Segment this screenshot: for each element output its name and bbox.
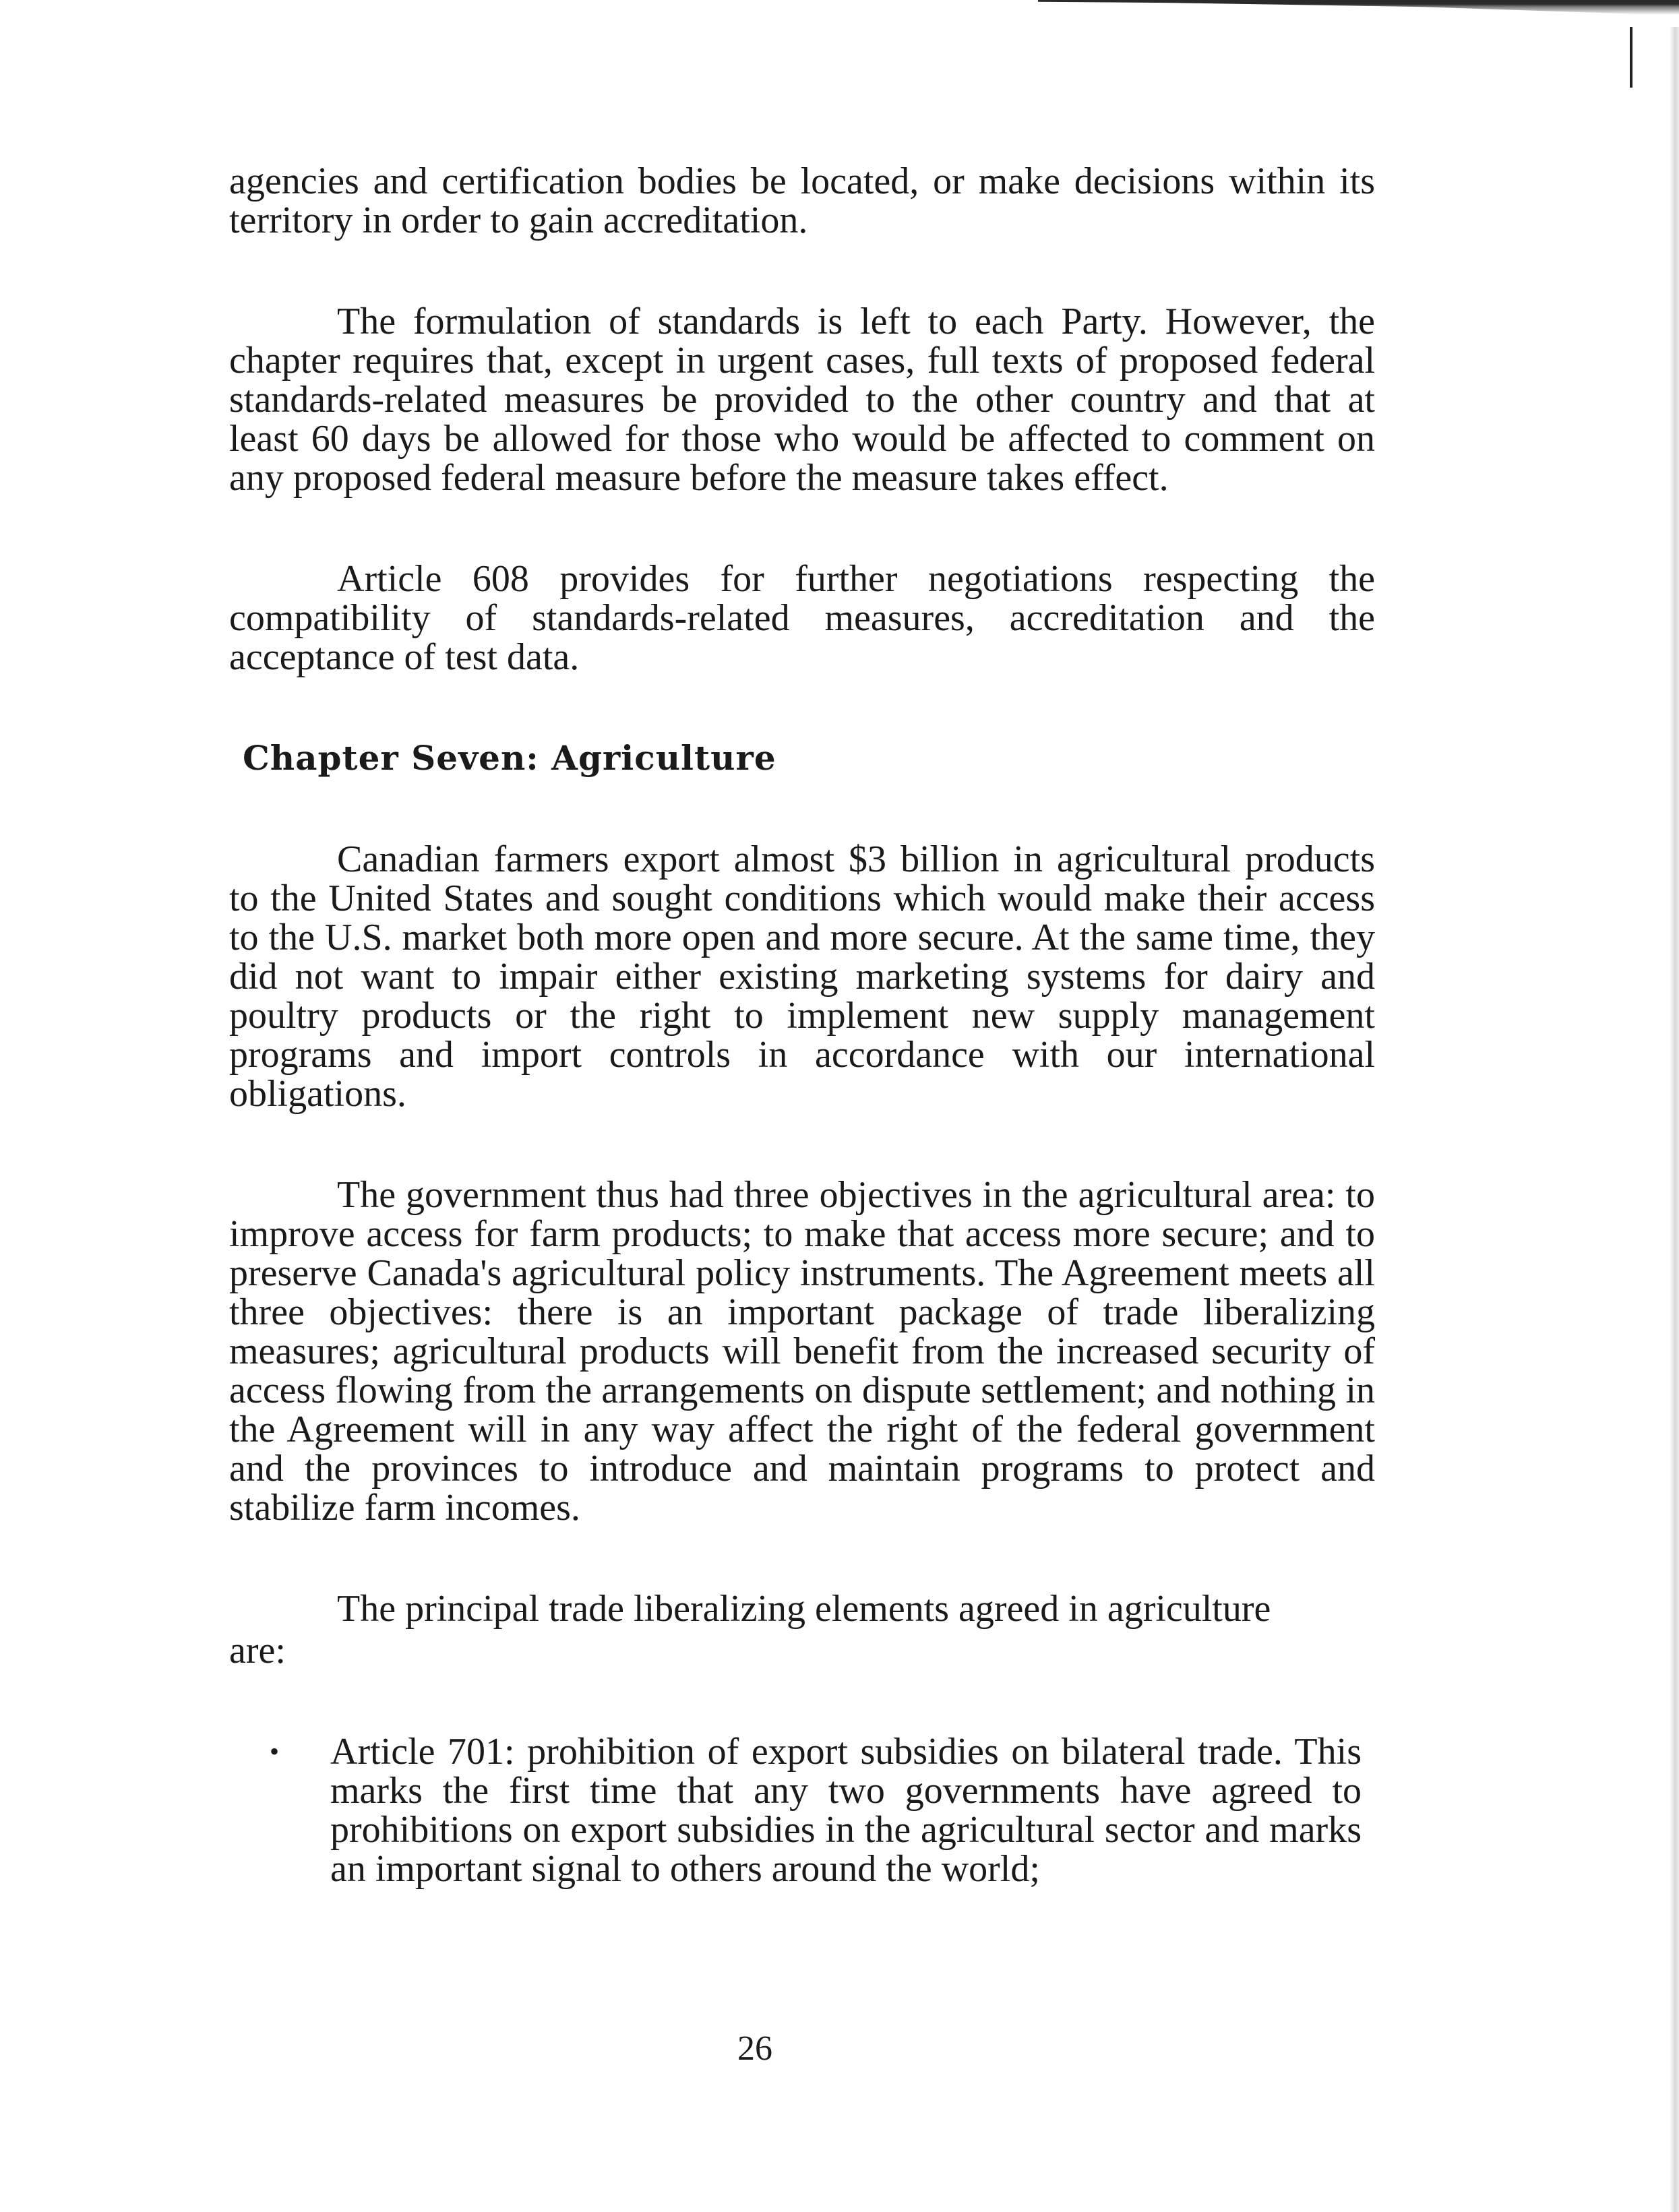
chapter-heading: Chapter Seven: Agriculture: [243, 738, 776, 778]
paragraph-article-608: Article 608 provides for further negotiations respecting the compatibility of standards-related measures, accreditation and the acceptance of test data.: [229, 558, 1375, 678]
scan-edge-right: [1670, 27, 1679, 2212]
page-body: [229, 162, 1375, 1888]
principal-elements-lead: The principal trade liberalizing elements agreed in agriculture: [337, 1588, 1271, 1630]
paragraph-accreditation: agencies and certification bodies be located, or make decisions within its territory in order to gain accreditation.: [229, 160, 1375, 241]
paragraph-principal-elements: [229, 1589, 1375, 1670]
bullet-icon: •: [270, 1736, 280, 1766]
list-item-text: Article 701: prohibition of export subsidies on bilateral trade. This marks the first time that any two governments have agreed to prohibitions on export subsidies in the agricultural sector and marks an important signal to others around the world;: [330, 1731, 1362, 1890]
list-item: [270, 1732, 1362, 1888]
paragraph-government-objectives: The government thus had three objectives in the agricultural area: to improve access for farm products; to make that access more secure; and to preserve Canada's agricultural policy instruments. The Agreement meets all three objectives: there is an important package of trade liberalizing measures; agricultural products will benefit from the increased security of access flowing from the arrangements on dispute settlement; and nothing in the Agreement will in any way affect the right of the federal government and the provinces to introduce and maintain programs to protect and stabilize farm incomes.: [229, 1174, 1375, 1529]
paragraph-standards: The formulation of standards is left to each Party. However, the chapter requires that, except in urgent cases, full texts of proposed federal standards-related measures be provided to the other country and that at least 60 days be allowed for those who would be affected to comment on any proposed federal measure before the measure takes effect.: [229, 301, 1375, 499]
page-number: 26: [737, 2029, 772, 2068]
principal-elements-tail: are:: [229, 1630, 286, 1671]
paragraph-canadian-farmers: Canadian farmers export almost $3 billion in agricultural products to the United States and sought conditions which would make their access to the U.S. market both more open and more secure. At the same time, they did not want to impair either existing marketing systems for dairy and poultry products or the right to implement new supply management programs and import controls in accordance with our international obligations.: [229, 838, 1375, 1115]
scan-edge-top: [1038, 0, 1679, 23]
scan-mark: [1630, 27, 1632, 88]
